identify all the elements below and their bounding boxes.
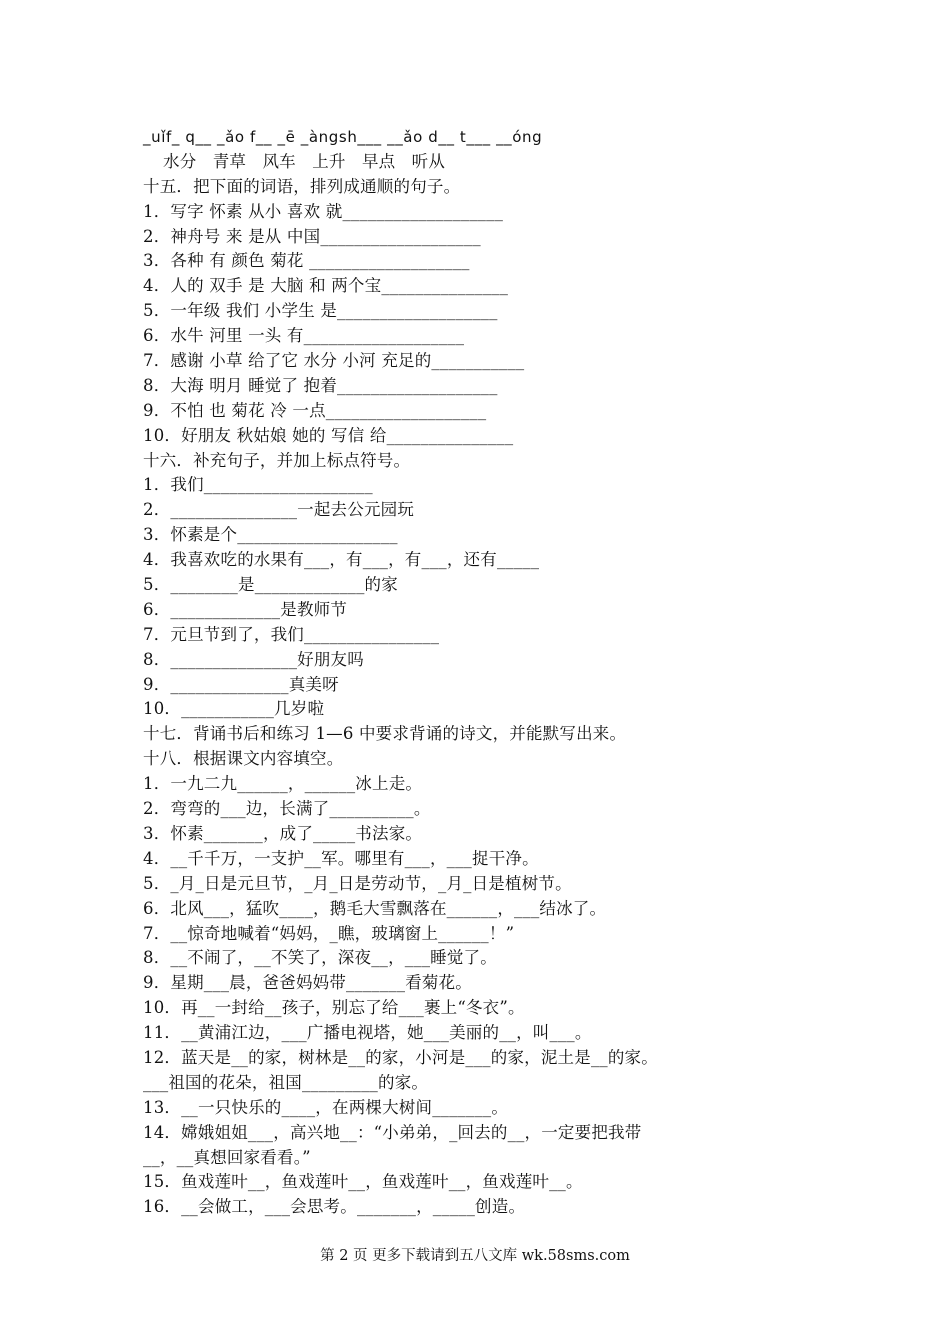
exercise-item: 8．大海 明月 睡觉了 抱着___________________ xyxy=(143,375,498,395)
exercise-item: 9．星期___晨，爸爸妈妈带_______看菊花。 xyxy=(143,973,472,993)
exercise-item: 2．_______________一起去公元园玩 xyxy=(143,500,415,520)
exercise-item: 2．弯弯的___边，长满了__________。 xyxy=(143,799,431,819)
worksheet-body xyxy=(143,125,843,1220)
section-18 xyxy=(143,747,843,1220)
exercise-item: 1．一九二九______，______冰上走。 xyxy=(143,774,423,794)
section-heading: 十六．补充句子，并加上标点符号。 xyxy=(143,450,411,470)
section-heading: 十八．根据课文内容填空。 xyxy=(143,749,344,769)
exercise-item: 13．__一只快乐的____，在两棵大树间_______。 xyxy=(143,1097,509,1117)
exercise-item: 4．人的 双手 是 大脑 和 两个宝_______________ xyxy=(143,276,509,296)
exercise-item: 6．北风___，猛吹____，鹅毛大雪飘落在______，___结冰了。 xyxy=(143,898,607,918)
exercise-item: 1．我们____________________ xyxy=(143,475,373,495)
exercise-item: 4．我喜欢吃的水果有___，有___，有___，还有_____ xyxy=(143,550,540,570)
exercise-item-continuation: __，__真想回家看看。” xyxy=(143,1147,311,1167)
page-footer: 第 2 页 更多下载请到五八文库 wk.58sms.com xyxy=(320,1248,630,1264)
exercise-item: 2．神舟号 来 是从 中国___________________ xyxy=(143,226,481,246)
exercise-item: 6．水牛 河里 一头 有___________________ xyxy=(143,326,465,346)
exercise-item: 9．______________真美呀 xyxy=(143,674,339,694)
section-16 xyxy=(143,449,843,723)
exercise-item: 10．好朋友 秋姑娘 她的 写信 给_______________ xyxy=(143,425,514,445)
exercise-item: 5．________是_____________的家 xyxy=(143,575,398,595)
exercise-item: 10．___________几岁啦 xyxy=(143,699,325,719)
exercise-item: 6．_____________是教师节 xyxy=(143,599,348,619)
section-heading: 十七．背诵书后和练习 1—6 中要求背诵的诗文，并能默写出来。 xyxy=(143,724,627,744)
exercise-item: 3．怀素是个___________________ xyxy=(143,525,398,545)
exercise-item: 5．一年级 我们 小学生 是___________________ xyxy=(143,301,498,321)
exercise-item: 12．蓝天是__的家，树林是__的家，小河是___的家，泥土是__的家。 xyxy=(143,1047,658,1067)
exercise-item: 11．__黄浦江边，___广播电视塔，她___美丽的__，叫___。 xyxy=(143,1023,592,1043)
section-heading: 十五．把下面的词语，排列成通顺的句子。 xyxy=(143,176,461,196)
exercise-item: 1．写字 怀素 从小 喜欢 就___________________ xyxy=(143,201,504,221)
section-15 xyxy=(143,175,843,449)
exercise-item: 9．不怕 也 菊花 冷 一点___________________ xyxy=(143,400,487,420)
exercise-item: 10．再__一封给__孩子，别忘了给___裹上“冬衣”。 xyxy=(143,998,525,1018)
exercise-item: 7．元旦节到了，我们________________ xyxy=(143,624,440,644)
pinyin-answers: 水分 青草 风车 上升 早点 听从 xyxy=(163,151,446,171)
exercise-item: 3．怀素_______，成了_____书法家。 xyxy=(143,823,423,843)
exercise-item: 8．_______________好朋友吗 xyxy=(143,649,364,669)
exercise-item: 4．__千千万，一支护__军。哪里有___，___捉干净。 xyxy=(143,848,539,868)
exercise-item-continuation: ___祖国的花朵，祖国_________的家。 xyxy=(143,1072,429,1092)
exercise-item: 15．鱼戏莲叶__，鱼戏莲叶__，鱼戏莲叶__，鱼戏莲叶__。 xyxy=(143,1172,583,1192)
exercise-item: 5．_月_日是元旦节，_月_日是劳动节，_月_日是植树节。 xyxy=(143,873,572,893)
section-17 xyxy=(143,722,843,747)
exercise-item: 7．感谢 小草 给了它 水分 小河 充足的___________ xyxy=(143,351,525,371)
exercise-item: 3．各种 有 颜色 菊花 ___________________ xyxy=(143,251,470,271)
exercise-item: 7．__惊奇地喊着“妈妈，_瞧，玻璃窗上______！” xyxy=(143,923,515,943)
pinyin-row: _uǐf_ q__ _ǎo f__ _ē _àngsh___ __ǎo d__ t___ __óng xyxy=(143,128,543,146)
exercise-item: 16．__会做工，___会思考。_______，_____创造。 xyxy=(143,1197,526,1217)
exercise-item: 8．__不闹了，__不笑了，深夜__，___睡觉了。 xyxy=(143,948,497,968)
exercise-item: 14．嫦娥姐姐___，高兴地__：“小弟弟，_回去的__，一定要把我带 xyxy=(143,1122,642,1142)
